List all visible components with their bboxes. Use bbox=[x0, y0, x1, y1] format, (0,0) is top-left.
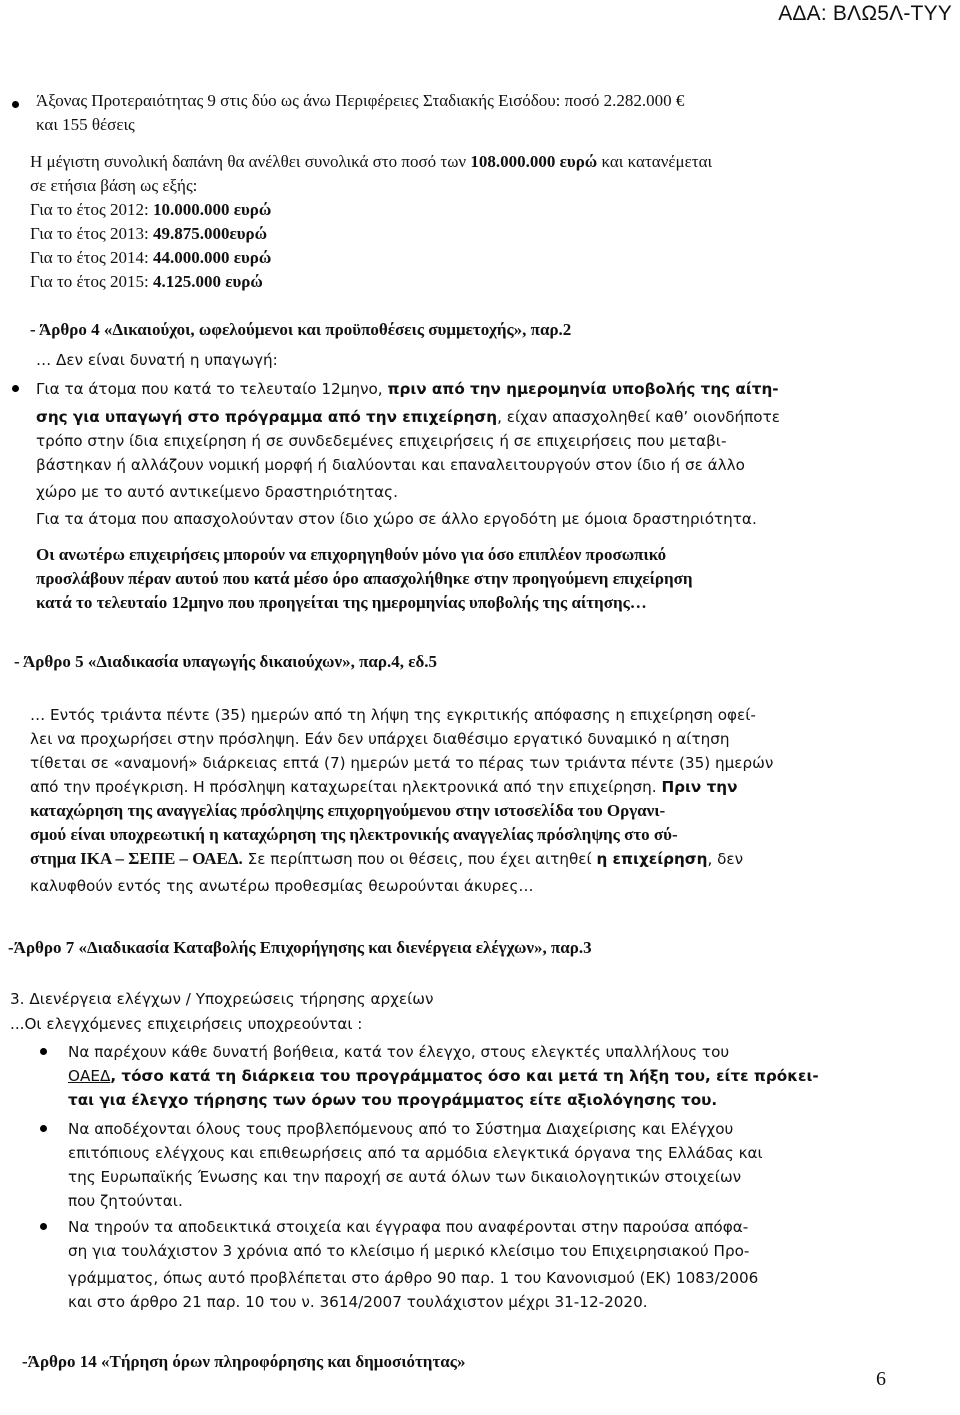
year-2012: Για το έτος 2012: 10.000.000 ευρώ bbox=[30, 200, 272, 219]
bullet-icon bbox=[12, 101, 19, 108]
art7-bullet-2-line-1: Να αποδέχονται όλους τους προβλεπόμενους από το Σύστημα Διαχείρισης και Ελέγχου bbox=[68, 1120, 734, 1138]
art4-line-4: τρόπο στην ίδια επιχείρηση ή σε συνδεδεμένες επιχειρήσεις ή σε επιχειρήσεις που μεταβι- bbox=[36, 432, 727, 450]
intro-bullet-line-1: Άξονας Προτεραιότητας 9 στις δύο ως άνω Περιφέρειες Σταδιακής Εισόδου: ποσό 2.282.000 € bbox=[36, 91, 685, 110]
art4-bullet-line-1: Για τα άτομα που κατά το τελευταίο 12μηνο, πριν από την ημερομηνία υποβολής της αίτη- bbox=[36, 380, 779, 398]
art4-bold-line-3: κατά το τελευταίο 12μηνο που προηγείται της ημερομηνίας υποβολής της αίτησης… bbox=[36, 593, 647, 612]
art7-bullet-3-line-3: γράμματος, όπως αυτό προβλέπεται στο άρθρο 90 παρ. 1 του Κανονισμού (ΕΚ) 1083/2006 bbox=[68, 1269, 759, 1287]
art4-line-6: χώρο με το αυτό αντικείμενο δραστηριότητας. bbox=[36, 483, 398, 501]
art5-line-8: καλυφθούν εντός της ανωτέρω προθεσμίας θεωρούνται άκυρες… bbox=[30, 877, 534, 895]
ada-code: ΑΔΑ: ΒΛΩ5Λ-ΤΥΥ bbox=[778, 2, 952, 25]
art7-line-1: 3. Διενέργεια ελέγχων / Υποχρεώσεις τήρησης αρχείων bbox=[10, 990, 434, 1008]
bullet-icon bbox=[40, 1048, 47, 1055]
art5-line-4: από την προέγκριση. Η πρόσληψη καταχωρείται ηλεκτρονικά από την επιχείρηση. Πριν την bbox=[30, 778, 738, 796]
article-7-heading: -Άρθρο 7 «Διαδικασία Καταβολής Επιχορήγησης και διενέργεια ελέγχων», παρ.3 bbox=[8, 938, 592, 957]
year-2014: Για το έτος 2014: 44.000.000 ευρώ bbox=[30, 248, 272, 267]
art4-line-7: Για τα άτομα που απασχολούνταν στον ίδιο χώρο σε άλλο εργοδότη με όμοια δραστηριότητα. bbox=[36, 510, 757, 528]
cost-line-2: σε ετήσια βάση ως εξής: bbox=[30, 176, 198, 195]
art5-line-1: … Εντός τριάντα πέντε (35) ημερών από τη λήψη της εγκριτικής απόφασης η επιχείρηση οφεί- bbox=[30, 706, 756, 724]
art7-bullet-2-line-3: της Ευρωπαϊκής Ένωσης και την παροχή σε αυτά όλων των δικαιολογητικών στοιχείων bbox=[68, 1168, 742, 1186]
art7-bullet-1-line-1: Να παρέχουν κάθε δυνατή βοήθεια, κατά τον έλεγχο, στους ελεγκτές υπαλλήλους του bbox=[68, 1043, 730, 1061]
art5-line-7: στημα ΙΚΑ – ΣΕΠΕ – ΟΑΕΔ. Σε περίπτωση που οι θέσεις, που έχει αιτηθεί η επιχείρηση, δεν bbox=[30, 849, 744, 868]
art7-line-2: ...Οι ελεγχόμενες επιχειρήσεις υποχρεούνται : bbox=[10, 1015, 363, 1033]
article-14-heading: -Άρθρο 14 «Τήρηση όρων πληροφόρησης και δημοσιότητας» bbox=[22, 1352, 466, 1371]
art5-line-3: τίθεται σε «αναμονή» διάρκειας επτά (7) ημερών μετά το πέρας των τριάντα πέντε (35) ημερών bbox=[30, 754, 774, 772]
art5-line-5: καταχώρηση της αναγγελίας πρόσληψης επιχορηγούμενου στην ιστοσελίδα του Οργανι- bbox=[30, 801, 666, 820]
art7-bullet-2-line-4: που ζητούνται. bbox=[68, 1192, 183, 1210]
page-number: 6 bbox=[876, 1368, 886, 1390]
intro-bullet-line-2: και 155 θέσεις bbox=[36, 115, 135, 134]
art7-bullet-2-line-2: επιτόπιους ελέγχους και επιθεωρήσεις από τα αρμόδια ελεγκτικά όργανα της Ελλάδας και bbox=[68, 1144, 763, 1162]
art4-line-5: βάστηκαν ή αλλάζουν νομική μορφή ή διαλύονται και επαναλειτουργούν στον ίδιο ή σε άλλο bbox=[36, 456, 745, 474]
art4-bold-line-2: προσλάβουν πέραν αυτού που κατά μέσο όρο απασχολήθηκε στην προηγούμενη επιχείρηση bbox=[36, 569, 693, 588]
art5-line-2: λει να προχωρήσει στην πρόσληψη. Εάν δεν υπάρχει διαθέσιμο εργατικό δυναμικό η αίτηση bbox=[30, 730, 730, 748]
art5-line-6: σμού είναι υποχρεωτική η καταχώρηση της ηλεκτρονικής αναγγελίας πρόσληψης στο σύ- bbox=[30, 825, 678, 844]
article-5-heading: - Άρθρο 5 «Διαδικασία υπαγωγής δικαιούχων», παρ.4, εδ.5 bbox=[14, 652, 438, 671]
art4-bold-line-1: Οι ανωτέρω επιχειρήσεις μπορούν να επιχορηγηθούν μόνο για όσο επιπλέον προσωπικό bbox=[36, 545, 667, 564]
art7-bullet-1-line-3: ται για έλεγχο τήρησης των όρων του προγράμματος είτε αξιολόγησης του. bbox=[68, 1091, 718, 1109]
article-4-heading: - Άρθρο 4 «Δικαιούχοι, ωφελούμενοι και προϋποθέσεις συμμετοχής», παρ.2 bbox=[30, 320, 572, 339]
art7-bullet-3-line-4: και στο άρθρο 21 παρ. 10 του ν. 3614/2007 τουλάχιστον μέχρι 31-12-2020. bbox=[68, 1293, 648, 1311]
art4-line-1: … Δεν είναι δυνατή η υπαγωγή: bbox=[36, 351, 278, 369]
bullet-icon bbox=[40, 1223, 47, 1230]
cost-line-1: Η μέγιστη συνολική δαπάνη θα ανέλθει συνολικά στο ποσό των 108.000.000 ευρώ και κατανέμεται bbox=[30, 152, 713, 171]
total-cost: 108.000.000 ευρώ bbox=[470, 152, 598, 171]
art4-line-3: σης για υπαγωγή στο πρόγραμμα από την επιχείρηση, είχαν απασχοληθεί καθ’ οιονδήποτε bbox=[36, 408, 780, 426]
year-2013: Για το έτος 2013: 49.875.000ευρώ bbox=[30, 224, 268, 243]
art7-bullet-3-line-2: ση για τουλάχιστον 3 χρόνια από το κλείσιμο ή μερικό κλείσιμο του Επιχειρησιακού Προ- bbox=[68, 1242, 750, 1260]
bullet-icon bbox=[40, 1125, 47, 1132]
art7-bullet-3-line-1: Να τηρούν τα αποδεικτικά στοιχεία και έγγραφα που αναφέρονται στην παρούσα απόφα- bbox=[68, 1218, 749, 1236]
year-2015: Για το έτος 2015: 4.125.000 ευρώ bbox=[30, 272, 263, 291]
art7-bullet-1-line-2: ΟΑΕΔ, τόσο κατά τη διάρκεια του προγράμματος όσο και μετά τη λήξη του, είτε πρόκει- bbox=[68, 1067, 819, 1085]
bullet-icon bbox=[12, 385, 19, 392]
